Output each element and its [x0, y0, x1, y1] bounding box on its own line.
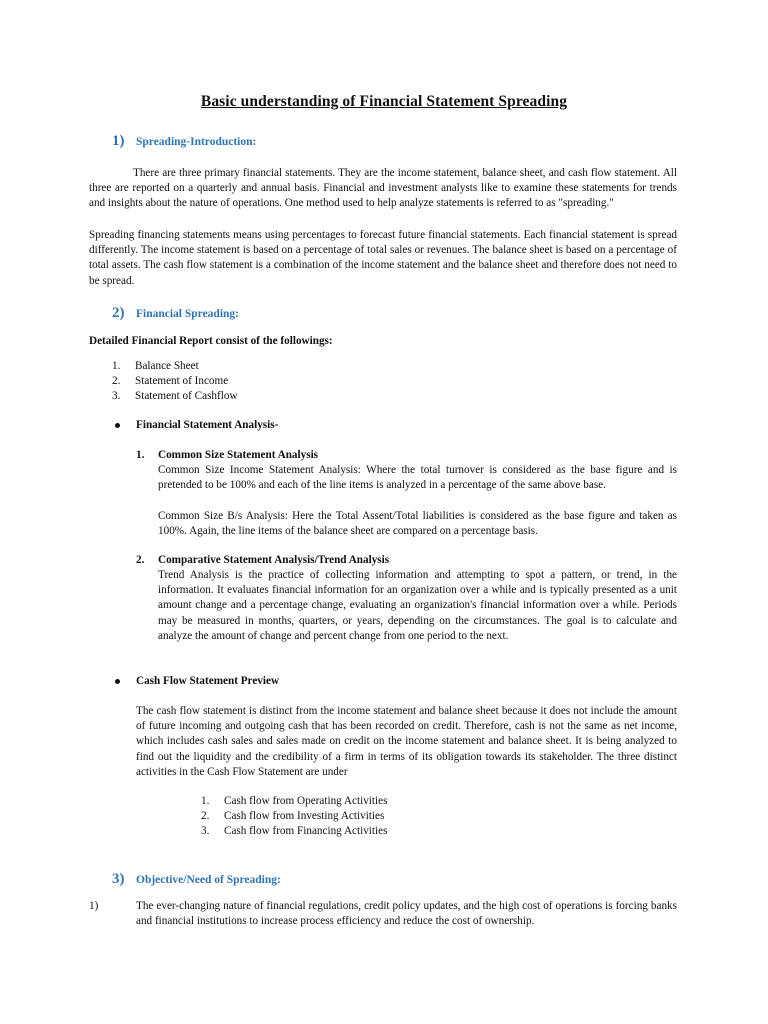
- objective-item-text: The ever-changing nature of financial regulations, credit policy updates, and the high cost of operations is forcing banks and financial institutions to increase process efficiency and reduce the cost of ownership.: [136, 900, 677, 928]
- list-item: [201, 824, 387, 839]
- comparative-text: Trend Analysis is the practice of collecting information and attempting to spot a pattern, or trend, in the information. It evaluates financial information for an organization over a while and is typically presented as a unit amount change and a percentage change, evaluating an organization's financial information over a while. Periods may be measured in months, quarters, or years, depending on the circumstances. The goal is to calculate and analyze the amount of change and percent change from one period to the next.: [158, 569, 677, 642]
- list-item: [112, 389, 238, 404]
- section-number: 2): [112, 305, 125, 321]
- list-item-number: 3.: [112, 390, 121, 403]
- cashflow-items-list: [201, 794, 387, 840]
- bullet-financial-statement-analysis: [136, 418, 278, 433]
- sub-heading-label: Common Size Statement Analysis: [158, 449, 319, 461]
- sub-heading-label: Comparative Statement Analysis/Trend Analysis: [158, 554, 390, 566]
- list-item-number: 1.: [201, 795, 210, 807]
- common-size-heading: [136, 448, 319, 463]
- sub-heading-number: 1.: [136, 449, 145, 461]
- list-item: [112, 359, 238, 374]
- section-title: Objective/Need of Spreading:: [136, 874, 281, 886]
- cashflow-text: The cash flow statement is distinct from the income statement and balance sheet because it does not include the amount of future incoming and outgoing cash that has been recorded on credit. Therefore, cash is not the same as net income, which includes cash sales and sales made on credit on the income statement and balance sheet. It is being analyzed to find out the liquidity and the credibility of a firm in terms of its obligation towards its stakeholder. The three distinct activities in the Cash Flow Statement are under: [136, 705, 677, 778]
- section-title: Spreading-Introduction:: [136, 136, 257, 148]
- sub-heading-number: 2.: [136, 554, 145, 566]
- bullet-label: Cash Flow Statement Preview: [136, 675, 280, 687]
- list-item-label: Cash flow from Investing Activities: [224, 810, 385, 823]
- list-item-number: 3.: [201, 825, 210, 838]
- list-item: [201, 809, 387, 824]
- intro-paragraph-1: There are three primary financial statements. They are the income statement, balance sheet, and cash flow statement. All three are reported on a quarterly and annual basis. Financial and investment analysts like to examine these statements for trends and insights about the nature of operations. One method used to help analyze statements is referred to as "spreading.": [89, 167, 677, 210]
- list-item: [201, 794, 387, 809]
- section-title: Financial Spreading:: [136, 308, 239, 320]
- bullet-icon: [115, 423, 120, 428]
- bullet-cash-flow-preview: [136, 674, 279, 689]
- report-list-heading: Detailed Financial Report consist of the followings:: [89, 335, 333, 347]
- section-number: 1): [112, 133, 125, 149]
- list-item: [112, 374, 238, 389]
- list-item-number: 2.: [201, 810, 210, 823]
- list-item-label: Balance Sheet: [135, 360, 199, 372]
- list-item-label: Cash flow from Operating Activities: [224, 795, 388, 807]
- bullet-icon: [115, 679, 120, 684]
- section-heading-introduction: [112, 134, 256, 150]
- document-title: Basic understanding of Financial Statement Spreading: [200, 93, 568, 110]
- intro-paragraph-2: Spreading financing statements means using percentages to forecast future financial statements. Each financial statement is spread differently. The income statement is based on a percentage of total sales or revenues. The balance sheet is based on a percentage of total assets. The cash flow statement is a combination of the income statement and the balance sheet and therefore does not need to be spread.: [89, 229, 677, 287]
- list-item-label: Cash flow from Financing Activities: [224, 825, 388, 838]
- list-item-label: Statement of Income: [135, 375, 229, 388]
- list-item-number: 1.: [112, 360, 121, 372]
- comparative-heading: [136, 553, 390, 568]
- bullet-label: Financial Statement Analysis-: [136, 419, 279, 431]
- list-item-number: 2.: [112, 375, 121, 388]
- objective-item-number: 1): [89, 900, 99, 912]
- section-heading-financial-spreading: [112, 306, 239, 322]
- common-size-income-text: Common Size Income Statement Analysis: Where the total turnover is considered as the base figure and is pretended to be 100% and each of the line items is analyzed in a percentage of the same above base.: [158, 464, 677, 492]
- common-size-bs-text: Common Size B/s Analysis: Here the Total Assent/Total liabilities is considered as the base figure and taken as 100%. Again, the line items of the balance sheet are compared on a percentage basis.: [158, 510, 677, 538]
- report-items-list: [112, 359, 238, 405]
- section-number: 3): [112, 871, 125, 887]
- list-item-label: Statement of Cashflow: [135, 390, 238, 403]
- section-heading-objective: [112, 872, 281, 888]
